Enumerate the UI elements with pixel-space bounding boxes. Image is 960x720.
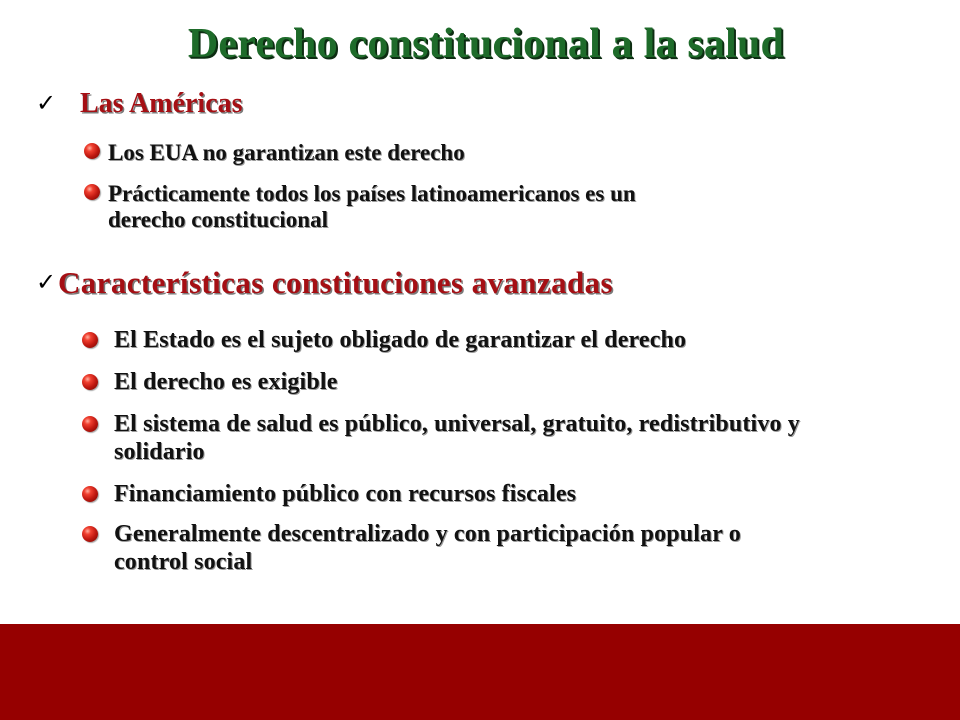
list-item: Financiamiento público con recursos fiscales xyxy=(114,481,577,507)
bullet-icon xyxy=(82,486,98,502)
list-item: El Estado es el sujeto obligado de garantizar el derecho xyxy=(114,327,687,353)
list-item: Prácticamente todos los países latinoamericanos es un derecho constitucional xyxy=(108,181,636,232)
bullet-icon xyxy=(84,143,100,159)
bullet-icon xyxy=(82,374,98,390)
checkmark-icon: ✓ xyxy=(36,268,57,296)
bullet-icon xyxy=(82,416,98,432)
bullet-icon xyxy=(84,184,100,200)
list-item: Los EUA no garantizan este derecho xyxy=(108,140,465,165)
footer-bar xyxy=(0,624,960,720)
checkmark-icon: ✓ xyxy=(36,89,57,117)
slide-title: Derecho constitucional a la salud xyxy=(187,21,785,67)
bullet-icon xyxy=(82,526,98,542)
bullet-icon xyxy=(82,332,98,348)
list-item: El sistema de salud es público, universal, gratuito, redistributivo y solidario xyxy=(114,411,800,465)
section-heading-caracteristicas: Características constituciones avanzadas xyxy=(58,265,613,300)
section-heading-americas: Las Américas xyxy=(80,88,243,119)
list-item: El derecho es exigible xyxy=(114,369,338,395)
list-item: Generalmente descentralizado y con participación popular o control social xyxy=(114,521,741,575)
